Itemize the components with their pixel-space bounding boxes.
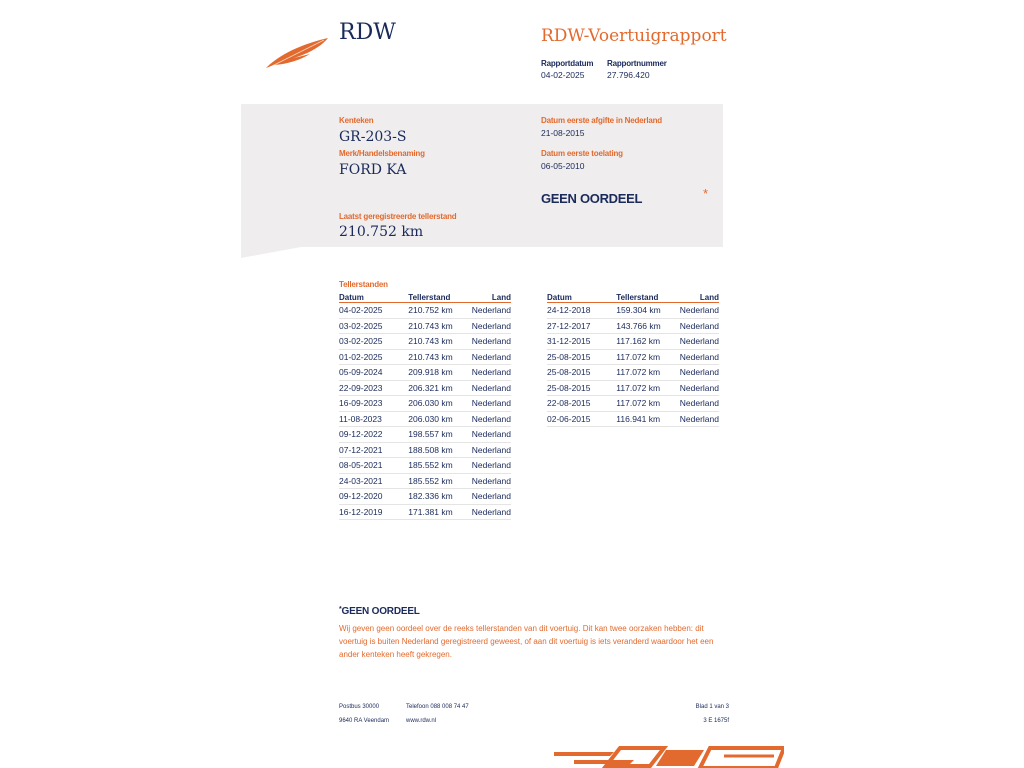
footnote-heading	[339, 606, 420, 617]
cell-country: Nederland	[680, 303, 719, 319]
footer-phone: Telefoon 088 008 74 47	[406, 704, 469, 710]
report-date: 04-02-2025	[541, 70, 585, 80]
cell-reading: 117.162 km	[616, 334, 679, 350]
table-header-row	[339, 292, 511, 303]
cell-reading: 210.743 km	[408, 318, 471, 334]
footer-page: Blad 1 van 3	[695, 704, 729, 710]
cell-reading: 210.743 km	[408, 349, 471, 365]
make-value: FORD KA	[339, 162, 407, 178]
first-nl-value: 21-08-2015	[541, 128, 585, 138]
cell-country: Nederland	[472, 303, 511, 319]
cell-country: Nederland	[680, 318, 719, 334]
col-header-country: Land	[472, 292, 511, 303]
cell-reading: 206.321 km	[408, 380, 471, 396]
table-row	[547, 411, 719, 427]
table-row	[547, 334, 719, 350]
first-admission-label: Datum eerste toelating	[541, 149, 623, 158]
cell-country: Nederland	[472, 318, 511, 334]
cell-reading: 159.304 km	[616, 303, 679, 319]
report-date-label: Rapportdatum	[541, 59, 594, 68]
cell-country: Nederland	[680, 365, 719, 381]
col-header-date: Datum	[339, 292, 408, 303]
verdict-marker: *	[703, 186, 709, 201]
table-row	[339, 318, 511, 334]
cell-country: Nederland	[472, 458, 511, 474]
table-row	[339, 396, 511, 412]
table-row	[547, 365, 719, 381]
cell-reading: 209.918 km	[408, 365, 471, 381]
footer-address-line2: 9640 RA Veendam	[339, 718, 390, 724]
cell-date: 25-08-2015	[547, 380, 616, 396]
cell-reading: 185.552 km	[408, 473, 471, 489]
cell-date: 08-05-2021	[339, 458, 408, 474]
cell-country: Nederland	[472, 380, 511, 396]
cell-reading: 210.743 km	[408, 334, 471, 350]
cell-country: Nederland	[680, 411, 719, 427]
cell-reading: 210.752 km	[408, 303, 471, 319]
cell-reading: 143.766 km	[616, 318, 679, 334]
table-row	[547, 396, 719, 412]
cell-date: 31-12-2015	[547, 334, 616, 350]
cell-date: 16-12-2019	[339, 504, 408, 520]
table-row	[339, 365, 511, 381]
cell-country: Nederland	[680, 396, 719, 412]
table-row	[339, 380, 511, 396]
cell-date: 25-08-2015	[547, 349, 616, 365]
cell-date: 01-02-2025	[339, 349, 408, 365]
first-nl-label: Datum eerste afgifte in Nederland	[541, 116, 662, 125]
brand-name: RDW	[339, 20, 396, 45]
cell-country: Nederland	[472, 504, 511, 520]
footer-code: 3 E 1675f	[703, 718, 729, 724]
footnote-title: GEEN OORDEEL	[341, 606, 420, 617]
cell-reading: 198.557 km	[408, 427, 471, 443]
cell-country: Nederland	[680, 380, 719, 396]
cell-reading: 116.941 km	[616, 411, 679, 427]
cell-date: 04-02-2025	[339, 303, 408, 319]
cell-date: 27-12-2017	[547, 318, 616, 334]
odometer-table-left	[339, 292, 511, 520]
cell-date: 24-03-2021	[339, 473, 408, 489]
odometer-section-title: Tellerstanden	[339, 280, 388, 289]
col-header-reading: Tellerstand	[616, 292, 679, 303]
cell-date: 09-12-2022	[339, 427, 408, 443]
cell-reading: 185.552 km	[408, 458, 471, 474]
table-row	[339, 334, 511, 350]
cell-reading: 117.072 km	[616, 396, 679, 412]
cell-date: 09-12-2020	[339, 489, 408, 505]
cell-reading: 117.072 km	[616, 380, 679, 396]
cell-reading: 206.030 km	[408, 396, 471, 412]
cell-date: 03-02-2025	[339, 318, 408, 334]
report-number-label: Rapportnummer	[607, 59, 667, 68]
cell-date: 11-08-2023	[339, 411, 408, 427]
table-row	[547, 380, 719, 396]
make-label: Merk/Handelsbenaming	[339, 149, 425, 158]
plate-value: GR-203-S	[339, 129, 407, 145]
cell-date: 22-09-2023	[339, 380, 408, 396]
first-admission-value: 06-05-2010	[541, 161, 585, 171]
table-row	[339, 442, 511, 458]
cell-country: Nederland	[472, 427, 511, 443]
cell-date: 25-08-2015	[547, 365, 616, 381]
plate-label: Kenteken	[339, 116, 374, 125]
cell-country: Nederland	[472, 396, 511, 412]
footnote-text: Wij geven geen oordeel over de reeks tellerstanden van dit voertuig. Dit kan twee oorzaken hebben: dit voertuig is buiten Nederland geregistreerd geweest, of aan dit voertuig is iets veranderd waardoor het een ander kenteken heeft gekregen.	[339, 624, 714, 659]
table-row	[339, 458, 511, 474]
report-number: 27.796.420	[607, 70, 650, 80]
cell-date: 24-12-2018	[547, 303, 616, 319]
cell-country: Nederland	[472, 334, 511, 350]
last-odometer-label: Laatst geregistreerde tellerstand	[339, 212, 457, 221]
table-row	[339, 504, 511, 520]
cell-reading: 171.381 km	[408, 504, 471, 520]
footer-address-line1: Postbus 30000	[339, 704, 380, 710]
cell-date: 22-08-2015	[547, 396, 616, 412]
panel-corner	[241, 247, 301, 258]
col-header-reading: Tellerstand	[408, 292, 471, 303]
cell-country: Nederland	[472, 473, 511, 489]
cell-date: 02-06-2015	[547, 411, 616, 427]
table-row	[547, 318, 719, 334]
report-title: RDW-Voertuigrapport	[541, 26, 727, 46]
col-header-country: Land	[680, 292, 719, 303]
footer-website: www.rdw.nl	[406, 718, 437, 724]
cell-date: 05-09-2024	[339, 365, 408, 381]
cell-country: Nederland	[472, 365, 511, 381]
cell-country: Nederland	[472, 489, 511, 505]
table-row	[339, 349, 511, 365]
footnote-marker: *	[339, 606, 342, 613]
cell-country: Nederland	[472, 411, 511, 427]
table-row	[339, 427, 511, 443]
cell-reading: 188.508 km	[408, 442, 471, 458]
odometer-table-right	[547, 292, 719, 427]
cell-date: 07-12-2021	[339, 442, 408, 458]
cell-country: Nederland	[680, 334, 719, 350]
table-row	[547, 349, 719, 365]
cell-reading: 117.072 km	[616, 349, 679, 365]
vehicle-info-panel	[241, 104, 723, 247]
table-row	[339, 303, 511, 319]
table-header-row	[547, 292, 719, 303]
rdw-logo-icon	[264, 34, 332, 70]
cell-country: Nederland	[472, 349, 511, 365]
last-odometer-value: 210.752 km	[339, 224, 424, 240]
cell-reading: 206.030 km	[408, 411, 471, 427]
cell-country: Nederland	[472, 442, 511, 458]
table-row	[339, 473, 511, 489]
cell-country: Nederland	[680, 349, 719, 365]
cell-reading: 117.072 km	[616, 365, 679, 381]
table-row	[339, 411, 511, 427]
decorative-stripes-graphic	[554, 746, 784, 768]
cell-date: 16-09-2023	[339, 396, 408, 412]
cell-date: 03-02-2025	[339, 334, 408, 350]
col-header-date: Datum	[547, 292, 616, 303]
table-row	[339, 489, 511, 505]
cell-reading: 182.336 km	[408, 489, 471, 505]
table-row	[547, 303, 719, 319]
verdict: GEEN OORDEEL	[541, 191, 643, 206]
